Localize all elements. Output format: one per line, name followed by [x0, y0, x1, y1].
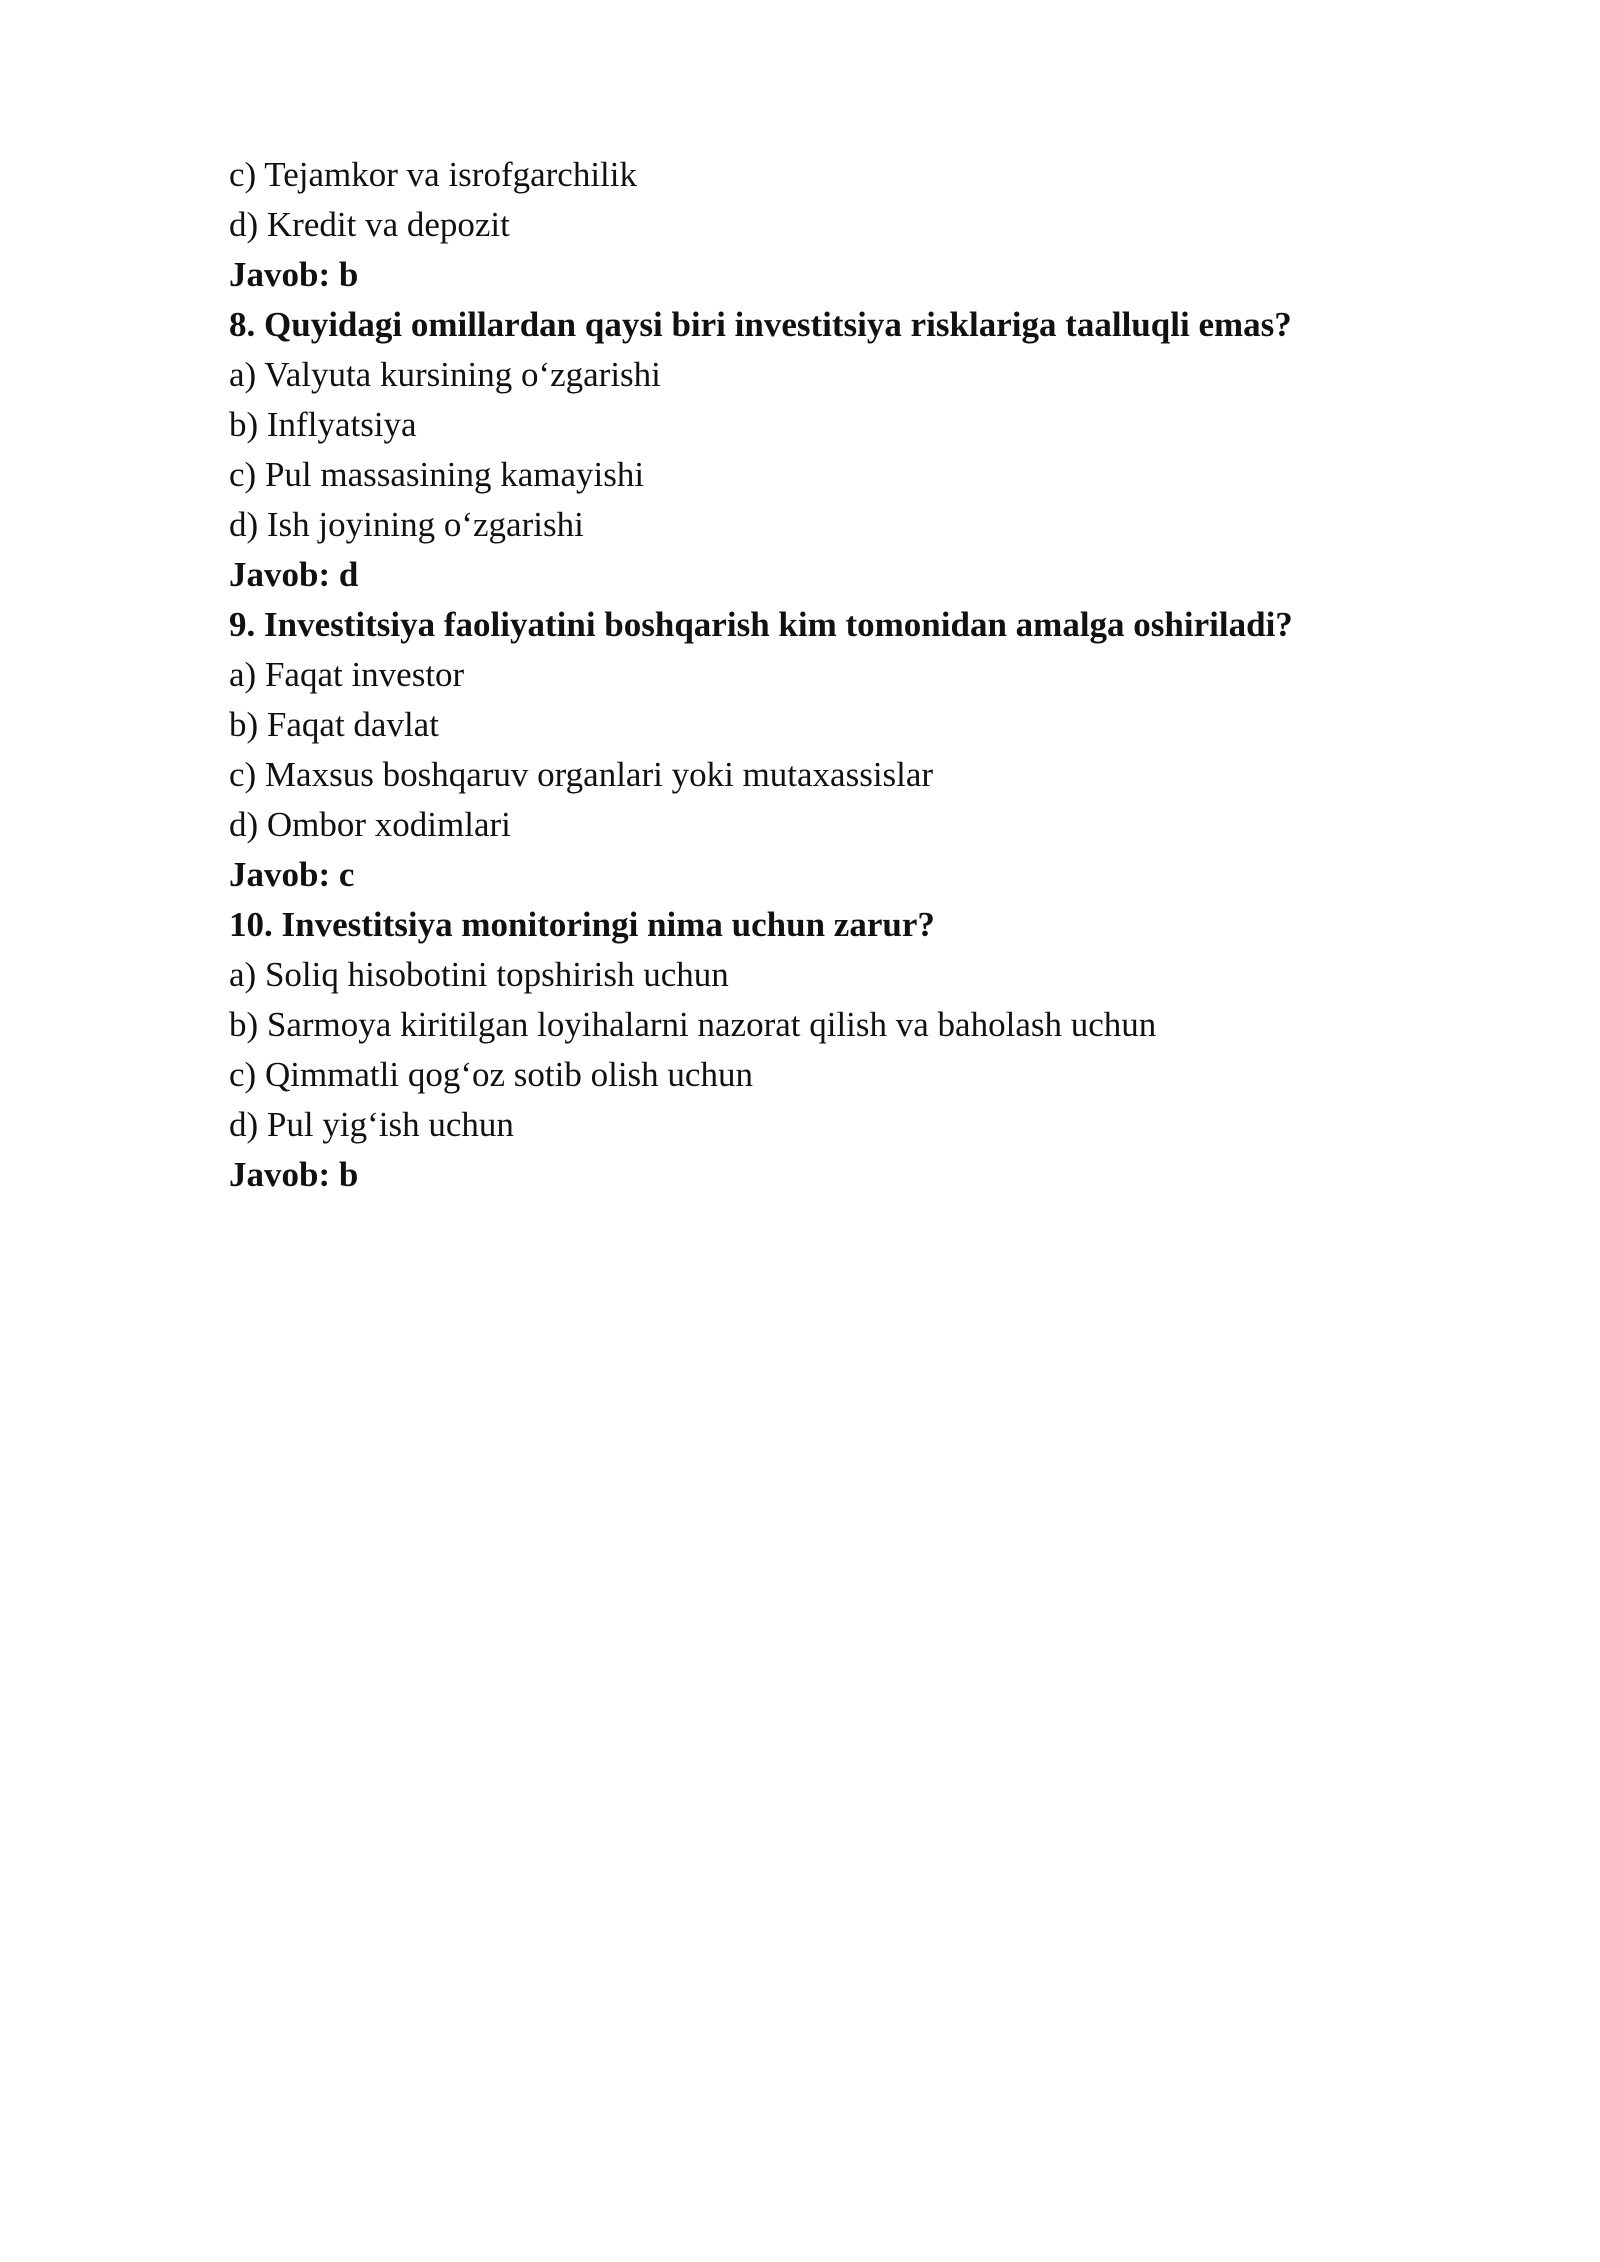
option-a-q9: a) Faqat investor [229, 655, 465, 694]
option-d-q10: d) Pul yig‘ish uchun [229, 1105, 514, 1144]
option-c-q8: c) Pul massasining kamayishi [229, 455, 645, 494]
question-10: 10. Investitsiya monitoringi nima uchun zarur? [229, 905, 935, 944]
document-page [229, 150, 1449, 1200]
option-b-q10: b) Sarmoya kiritilgan loyihalarni nazorat qilish va baholash uchun [229, 1005, 1157, 1044]
question-9: 9. Investitsiya faoliyatini boshqarish kim tomonidan amalga oshiriladi? [229, 605, 1293, 644]
question-8: 8. Quyidagi omillardan qaysi biri investitsiya risklariga taalluqli emas? [229, 305, 1292, 344]
answer-q7: Javob: b [229, 255, 359, 294]
option-d-kredit: d) Kredit va depozit [229, 205, 510, 244]
option-a-q8: a) Valyuta kursining o‘zgarishi [229, 355, 661, 394]
answer-q9: Javob: c [229, 855, 355, 894]
option-d-q8: d) Ish joyining o‘zgarishi [229, 505, 584, 544]
option-c-tejamkor: c) Tejamkor va isrofgarchilik [229, 155, 638, 194]
option-b-q8: b) Inflyatsiya [229, 405, 417, 444]
answer-q10: Javob: b [229, 1155, 359, 1194]
answer-q8: Javob: d [229, 555, 359, 594]
option-b-q9: b) Faqat davlat [229, 705, 439, 744]
option-d-q9: d) Ombor xodimlari [229, 805, 511, 844]
option-a-q10: a) Soliq hisobotini topshirish uchun [229, 955, 729, 994]
option-c-q9: c) Maxsus boshqaruv organlari yoki mutaxassislar [229, 755, 934, 794]
option-c-q10: c) Qimmatli qog‘oz sotib olish uchun [229, 1055, 753, 1094]
